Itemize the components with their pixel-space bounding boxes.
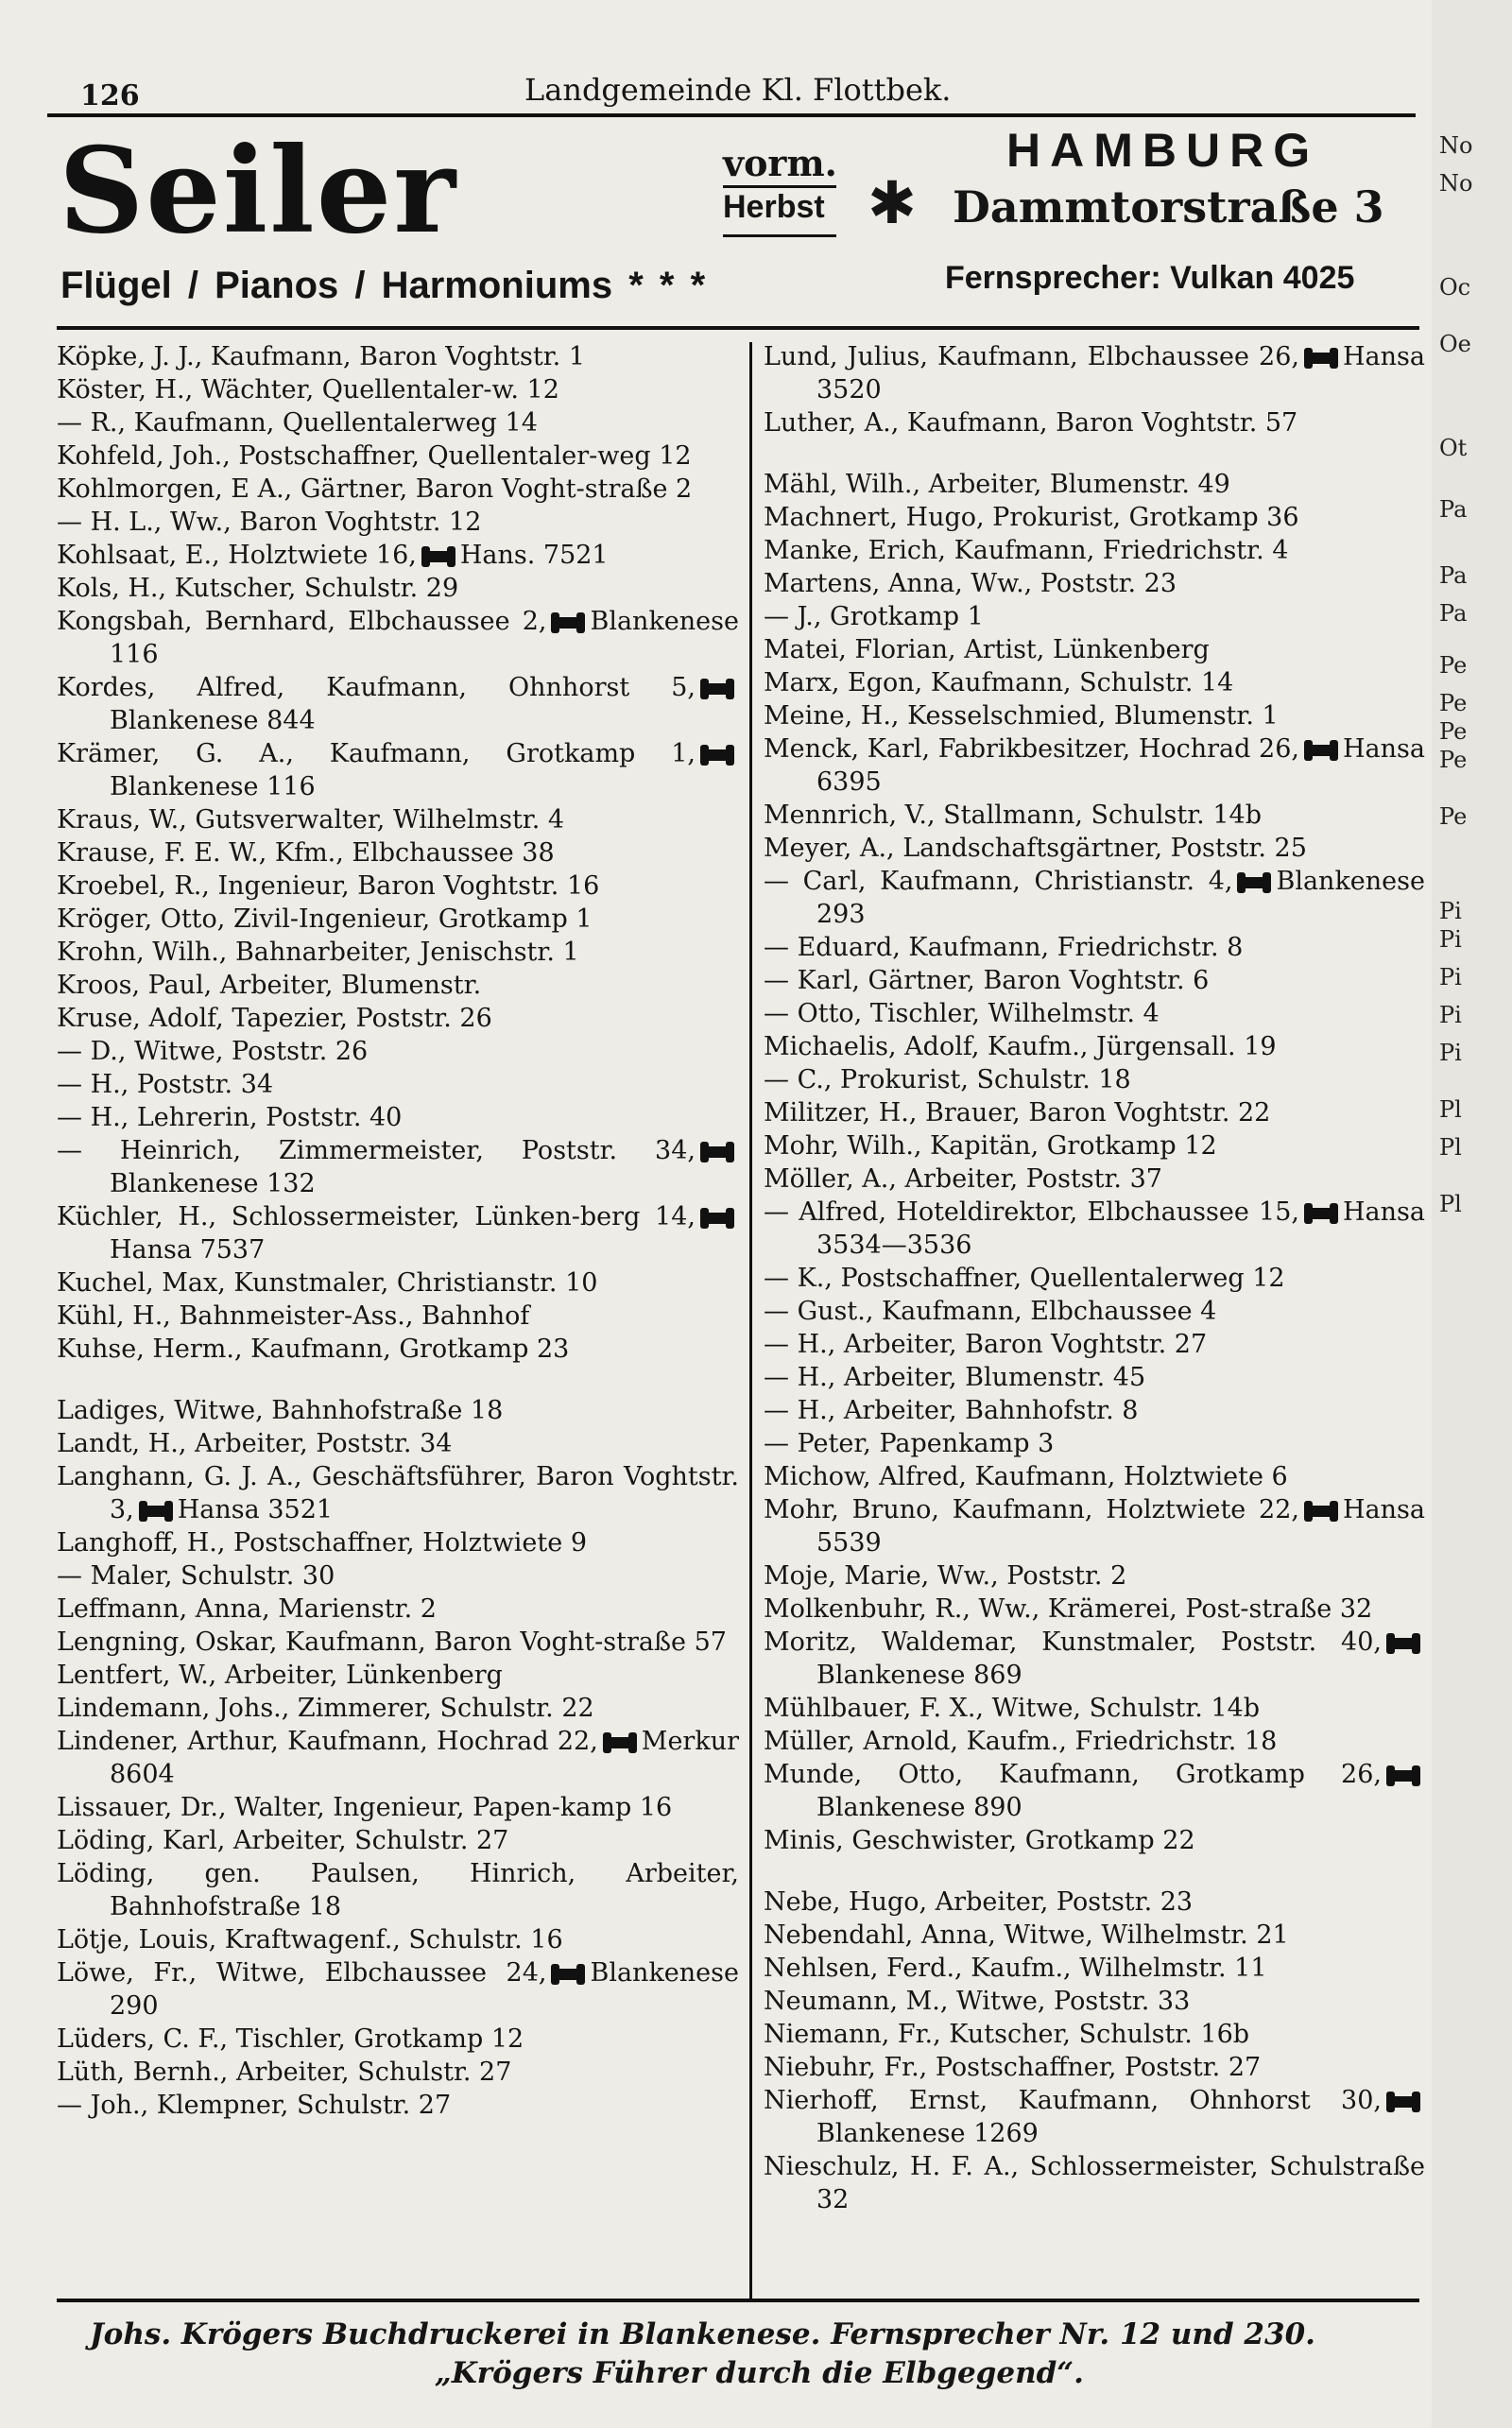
entry-text: Niemann, Fr., Kutscher, Schulstr. 16b [764,2020,1250,2049]
entry-text: Meine, H., Kesselschmied, Blumenstr. 1 [764,701,1279,731]
directory-entry [57,506,739,539]
directory-entry [764,567,1425,600]
advert-phone: Fernsprecher: Vulkan 4025 [945,260,1355,296]
entry-text: Lindener, Arthur, Kaufmann, Hochrad 22, [57,1727,598,1756]
telephone-icon [1386,1638,1420,1649]
entry-text: Kohlmorgen, E A., Gärtner, Baron Voght-straße 2 [57,474,693,504]
directory-entry [57,969,739,1002]
telephone-icon [551,1969,585,1980]
directory-entry [57,1923,739,1956]
star-icon: ✱ [868,168,917,237]
entry-phone: Hansa 6395 [816,734,1425,797]
header-rule [47,113,1416,117]
directory-entry [57,1692,739,1725]
entry-text: Nebendahl, Anna, Witwe, Wilhelmstr. 21 [764,1920,1289,1950]
entry-text: Kruse, Adolf, Tapezier, Poststr. 26 [57,1004,492,1033]
entry-text: Kuchel, Max, Kunstmaler, Christianstr. 10 [57,1268,598,1298]
entry-phone: Hansa 5539 [816,1495,1425,1558]
directory-entry [764,799,1425,832]
directory-entry [57,2089,739,2122]
directory-entry [57,1725,739,1791]
entry-text: Kohfeld, Joh., Postschaffner, Quellentaler-weg 12 [57,441,692,471]
directory-entry [764,964,1425,997]
directory-entry [764,931,1425,964]
directory-entry [57,1266,739,1300]
directory-entry [57,572,739,605]
directory-column-right [764,340,1425,2216]
entry-text: Kroebel, R., Ingenieur, Baron Voghtstr. 16 [57,871,600,901]
directory-entry [764,340,1425,406]
section-gap [764,439,1425,468]
margin-fragment: Pl [1439,1096,1462,1123]
directory-entry [764,1692,1425,1725]
entry-text: Krause, F. E. W., Kfm., Elbchaussee 38 [57,838,555,868]
entry-text: Kraus, W., Gutsverwalter, Wilhelmstr. 4 [57,805,565,835]
entry-text: Moje, Marie, Ww., Poststr. 2 [764,1561,1127,1591]
margin-fragment: Pe [1439,747,1468,773]
directory-entry [764,1460,1425,1493]
entry-text: Nieschulz, H. F. A., Schlossermeister, Schulstraße 32 [764,2152,1425,2214]
directory-entry [57,903,739,936]
directory-entry [57,605,739,671]
entry-text: Mennrich, V., Stallmann, Schulstr. 14b [764,801,1262,830]
entry-phone: Hansa 3534—3536 [816,1197,1425,1260]
telephone-icon [1237,877,1271,888]
entry-text: Nehlsen, Ferd., Kaufm., Wilhelmstr. 11 [764,1954,1267,1983]
margin-fragment: Ot [1439,435,1468,461]
directory-entry [764,1063,1425,1096]
entry-text: Löding, gen. Paulsen, Hinrich, Arbeiter, Bahnhofstraße 18 [57,1859,739,1921]
entry-text: Köpke, J. J., Kaufmann, Baron Voghtstr. 1 [57,342,586,371]
entry-text: — Joh., Klempner, Schulstr. 27 [57,2091,452,2120]
telephone-icon [700,1213,734,1224]
directory-entry [57,1427,739,1460]
entry-text: Kröger, Otto, Zivil-Ingenieur, Grotkamp 1 [57,904,593,934]
telephone-icon [700,683,734,695]
directory-entry [57,1857,739,1923]
margin-fragment: Oe [1439,331,1471,357]
entry-text: Ladiges, Witwe, Bahnhofstraße 18 [57,1396,504,1425]
directory-entry [57,1394,739,1427]
directory-entry [764,406,1425,439]
entry-text: Kongsbah, Bernhard, Elbchaussee 2, [57,607,547,636]
entry-text: — H., Arbeiter, Bahnhofstr. 8 [764,1396,1139,1425]
entry-text: — H. L., Ww., Baron Voghtstr. 12 [57,508,482,537]
telephone-icon [421,551,455,562]
entry-phone: Hansa 7537 [110,1235,266,1265]
directory-entry [764,1952,1425,1985]
entry-phone: Blankenese 116 [110,772,316,801]
entry-text: Krohn, Wilh., Bahnarbeiter, Jenischstr. 1 [57,938,579,967]
entry-text: — H., Arbeiter, Blumenstr. 45 [764,1363,1146,1392]
entry-text: Leffmann, Anna, Marienstr. 2 [57,1594,437,1624]
directory-entry [57,1593,739,1626]
directory-entry [764,1030,1425,1063]
entry-text: — Heinrich, Zimmermeister, Poststr. 34, [57,1136,696,1165]
entry-phone: Blankenese 132 [110,1169,316,1198]
entry-text: Kordes, Alfred, Kaufmann, Ohnhorst 5, [57,673,696,702]
entry-text: — C., Prokurist, Schulstr. 18 [764,1065,1131,1094]
telephone-icon [1386,2096,1420,2108]
footer-rule [57,2299,1419,2302]
entry-text: Lissauer, Dr., Walter, Ingenieur, Papen-kamp 16 [57,1793,673,1822]
entry-text: — Karl, Gärtner, Baron Voghtstr. 6 [764,966,1210,995]
advert-street: Dammtorstraße 3 [953,181,1384,232]
directory-entry [764,1593,1425,1626]
margin-fragment: Pl [1439,1191,1462,1217]
directory-entry [764,1493,1425,1559]
directory-entry [764,468,1425,501]
directory-entry [57,936,739,969]
directory-entry [764,2150,1425,2216]
margin-fragment: Pi [1439,1040,1462,1066]
directory-entry [57,1824,739,1857]
telephone-icon [139,1506,173,1517]
entry-text: Kohlsaat, E., Holztwiete 16, [57,541,417,570]
directory-entry [57,2023,739,2056]
entry-text: Löwe, Fr., Witwe, Elbchaussee 24, [57,1958,547,1988]
entry-text: Machnert, Hugo, Prokurist, Grotkamp 36 [764,503,1299,532]
entry-text: Kroos, Paul, Arbeiter, Blumenstr. [57,971,482,1000]
entry-text: Kols, H., Kutscher, Schulstr. 29 [57,574,459,603]
entry-phone: Merkur 8604 [110,1727,739,1789]
directory-entry [764,1886,1425,1919]
entry-text: — Gust., Kaufmann, Elbchaussee 4 [764,1297,1217,1326]
directory-entry [57,1068,739,1101]
directory-entry [764,1919,1425,1952]
margin-fragment: No [1439,170,1473,197]
directory-entry [764,501,1425,534]
advert-instruments: Flügel / Pianos / Harmoniums * * * [60,265,706,306]
entry-text: — D., Witwe, Poststr. 26 [57,1037,369,1066]
entry-text: — Maler, Schulstr. 30 [57,1561,335,1591]
directory-entry [57,1134,739,1200]
entry-phone: Hansa 3521 [177,1495,334,1524]
directory-entry [57,1200,739,1266]
entry-text: Lüth, Bernh., Arbeiter, Schulstr. 27 [57,2058,512,2087]
entry-text: Molkenbuhr, R., Ww., Krämerei, Post-straße 32 [764,1594,1373,1624]
entry-text: Marx, Egon, Kaufmann, Schulstr. 14 [764,668,1234,697]
margin-fragment: Pi [1439,1002,1462,1028]
directory-entry [57,870,739,903]
entry-text: Michaelis, Adolf, Kaufm., Jürgensall. 19 [764,1032,1277,1061]
directory-entry [57,1659,739,1692]
directory-entry [57,1526,739,1559]
margin-fragment: Oc [1439,274,1471,301]
telephone-icon [700,749,734,761]
directory-entry [57,671,739,737]
entry-text: Meyer, A., Landschaftsgärtner, Poststr. 25 [764,834,1307,863]
margin-fragment: Pi [1439,964,1462,990]
entry-text: — Alfred, Hoteldirektor, Elbchaussee 15, [764,1197,1299,1227]
directory-entry [764,1758,1425,1824]
directory-entry [764,1394,1425,1427]
entry-text: Müller, Arnold, Kaufm., Friedrichstr. 18 [764,1727,1278,1756]
telephone-icon [1304,353,1338,364]
directory-entry [764,1559,1425,1593]
entry-phone: Blankenese 869 [816,1661,1022,1690]
page-header [80,66,1422,113]
margin-fragment: Pl [1439,1134,1462,1161]
directory-entry [57,1300,739,1333]
entry-text: Manke, Erich, Kaufmann, Friedrichstr. 4 [764,536,1289,565]
advert-herbst: Herbst [723,189,825,225]
directory-entry [764,865,1425,931]
advert-brand: Seiler [59,122,458,260]
directory-entry [764,1262,1425,1295]
directory-entry [764,699,1425,732]
directory-entry [57,737,739,803]
directory-entry [57,1626,739,1659]
telephone-icon [551,617,585,629]
section-gap [57,1366,739,1394]
entry-text: Mähl, Wilh., Arbeiter, Blumenstr. 49 [764,470,1230,499]
entry-phone: Blankenese 890 [816,1793,1022,1822]
directory-entry [57,1002,739,1035]
directory-entry [57,1956,739,2023]
entry-phone: Blankenese 844 [110,706,316,735]
directory-entry [764,1328,1425,1361]
entry-text: Langhann, G. J. A., Geschäftsführer, Baron Voghtstr. 3, [57,1462,739,1524]
margin-fragment: Pa [1439,562,1468,589]
margin-fragment: Pi [1439,898,1462,924]
directory-entry [764,1985,1425,2018]
telephone-icon [700,1146,734,1158]
entry-phone: Blankenese 293 [816,867,1425,929]
directory-entry [764,732,1425,799]
directory-entry [57,373,739,406]
entry-text: — J., Grotkamp 1 [764,602,984,631]
entry-phone: Hans. 7521 [459,541,609,570]
entry-text: Michow, Alfred, Kaufmann, Holztwiete 6 [764,1462,1288,1491]
page-number: 126 [80,79,140,112]
advert-vorm-rule [723,185,836,188]
entry-text: Lentfert, W., Arbeiter, Lünkenberg [57,1661,503,1690]
directory-entry [57,1035,739,1068]
section-gap [764,1857,1425,1886]
entry-text: Köster, H., Wächter, Quellentaler-w. 12 [57,375,559,405]
entry-text: — R., Kaufmann, Quellentalerweg 14 [57,408,538,438]
entry-text: — H., Arbeiter, Baron Voghtstr. 27 [764,1330,1208,1359]
telephone-icon [1386,1770,1420,1782]
directory-entry [764,1295,1425,1328]
directory-entry [764,1129,1425,1162]
entry-text: Mohr, Bruno, Kaufmann, Holztwiete 22, [764,1495,1299,1524]
entry-text: Munde, Otto, Kaufmann, Grotkamp 26, [764,1760,1382,1789]
entry-text: Minis, Geschwister, Grotkamp 22 [764,1826,1195,1855]
entry-text: Menck, Karl, Fabrikbesitzer, Hochrad 26, [764,734,1299,764]
entry-text: Löding, Karl, Arbeiter, Schulstr. 27 [57,1826,509,1855]
entry-text: Krämer, G. A., Kaufmann, Grotkamp 1, [57,739,696,768]
entry-text: Langhoff, H., Postschaffner, Holztwiete 9 [57,1528,588,1558]
entry-text: Neumann, M., Witwe, Poststr. 33 [764,1987,1191,2016]
entry-text: Nierhoff, Ernst, Kaufmann, Ohnhorst 30, [764,2086,1382,2115]
entry-text: Niebuhr, Fr., Postschaffner, Poststr. 27 [764,2053,1262,2082]
directory-entry [764,1626,1425,1692]
advert-city: HAMBURG [1006,124,1320,177]
entry-text: Lüders, C. F., Tischler, Grotkamp 12 [57,2024,524,2054]
directory-entry [764,1824,1425,1857]
entry-text: Mühlbauer, F. X., Witwe, Schulstr. 14b [764,1694,1261,1723]
directory-entry [57,473,739,506]
entry-text: Möller, A., Arbeiter, Poststr. 37 [764,1164,1162,1194]
directory-entry [57,1460,739,1526]
directory-entry [764,832,1425,865]
entry-text: Lund, Julius, Kaufmann, Elbchaussee 26, [764,342,1299,371]
entry-text: — Carl, Kaufmann, Christianstr. 4, [764,867,1233,896]
directory-entry [57,539,739,572]
directory-entry [764,1361,1425,1394]
telephone-icon [1304,745,1338,756]
entry-text: Lengning, Oskar, Kaufmann, Baron Voght-straße 57 [57,1627,727,1657]
entry-text: Lötje, Louis, Kraftwagenf., Schulstr. 16 [57,1925,563,1954]
margin-fragment: Pe [1439,803,1468,830]
margin-fragment: Pe [1439,652,1468,679]
directory-entry [57,406,739,439]
entry-text: Luther, A., Kaufmann, Baron Voghtstr. 57 [764,408,1298,438]
entry-text: — Otto, Tischler, Wilhelmstr. 4 [764,999,1160,1028]
directory-entry [764,1427,1425,1460]
advert-herbst-rule [723,234,836,237]
directory-entry [764,534,1425,567]
margin-fragment: Pa [1439,600,1468,627]
entry-text: — H., Poststr. 34 [57,1070,274,1099]
directory-entry [57,1101,739,1134]
directory-entry [764,2018,1425,2051]
entry-text: Militzer, H., Brauer, Baron Voghtstr. 22 [764,1098,1271,1128]
directory-entry [764,633,1425,666]
advert-bottom-rule [57,326,1419,330]
entry-text: — H., Lehrerin, Poststr. 40 [57,1103,403,1132]
entry-text: Moritz, Waldemar, Kunstmaler, Poststr. 40, [764,1627,1382,1657]
directory-entry [764,997,1425,1030]
directory-entry [764,666,1425,699]
column-divider [749,342,752,2299]
directory-entry [57,439,739,473]
footer-printer: Johs. Krögers Buchdruckerei in Blankenese. Fernsprecher Nr. 12 und 230. [90,2317,1315,2351]
entry-text: Lindemann, Johs., Zimmerer, Schulstr. 22 [57,1694,594,1723]
margin-fragment: Pe [1439,690,1468,716]
directory-entry [764,1725,1425,1758]
entry-text: Matei, Florian, Artist, Lünkenberg [764,635,1210,664]
entry-phone: Hansa 3520 [816,342,1425,405]
advert-vorm: vorm. [723,142,837,184]
entry-text: Nebe, Hugo, Arbeiter, Poststr. 23 [764,1887,1194,1917]
footer-guide: „Krögers Führer durch die Elbgegend“. [435,2356,1084,2390]
margin-fragment: No [1439,132,1473,159]
margin-fragment: Pa [1439,496,1468,523]
entry-phone: Blankenese 290 [110,1958,739,2021]
directory-entry [57,803,739,836]
telephone-icon [603,1737,637,1748]
directory-entry [764,600,1425,633]
entry-text: — Eduard, Kaufmann, Friedrichstr. 8 [764,933,1244,962]
directory-entry [57,2056,739,2089]
directory-entry [764,1096,1425,1129]
directory-entry [57,1559,739,1593]
entry-text: Mohr, Wilh., Kapitän, Grotkamp 12 [764,1131,1217,1161]
entry-text: Kühl, H., Bahnmeister-Ass., Bahnhof [57,1301,530,1331]
adjacent-page-margin [1432,0,1512,2428]
telephone-icon [1304,1506,1338,1517]
entry-text: Landt, H., Arbeiter, Poststr. 34 [57,1429,453,1458]
running-title: Landgemeinde Kl. Flottbek. [524,72,952,108]
entry-phone: Blankenese 116 [110,607,739,669]
directory-entry [57,1333,739,1366]
margin-fragment: Pi [1439,926,1462,953]
directory-entry [764,2051,1425,2084]
directory-entry [764,1196,1425,1262]
entry-text: Küchler, H., Schlossermeister, Lünken-berg 14, [57,1202,696,1231]
directory-entry [57,340,739,373]
entry-phone: Blankenese 1269 [816,2119,1039,2148]
entry-text: — K., Postschaffner, Quellentalerweg 12 [764,1264,1285,1293]
margin-fragment: Pe [1439,718,1468,745]
directory-entry [57,1791,739,1824]
entry-text: — Peter, Papenkamp 3 [764,1429,1055,1458]
telephone-icon [1304,1208,1338,1219]
directory-entry [57,836,739,870]
entry-text: Kuhse, Herm., Kaufmann, Grotkamp 23 [57,1335,570,1364]
directory-entry [764,2084,1425,2150]
directory-column-left [57,340,739,2122]
directory-entry [764,1162,1425,1196]
entry-text: Martens, Anna, Ww., Poststr. 23 [764,569,1177,598]
